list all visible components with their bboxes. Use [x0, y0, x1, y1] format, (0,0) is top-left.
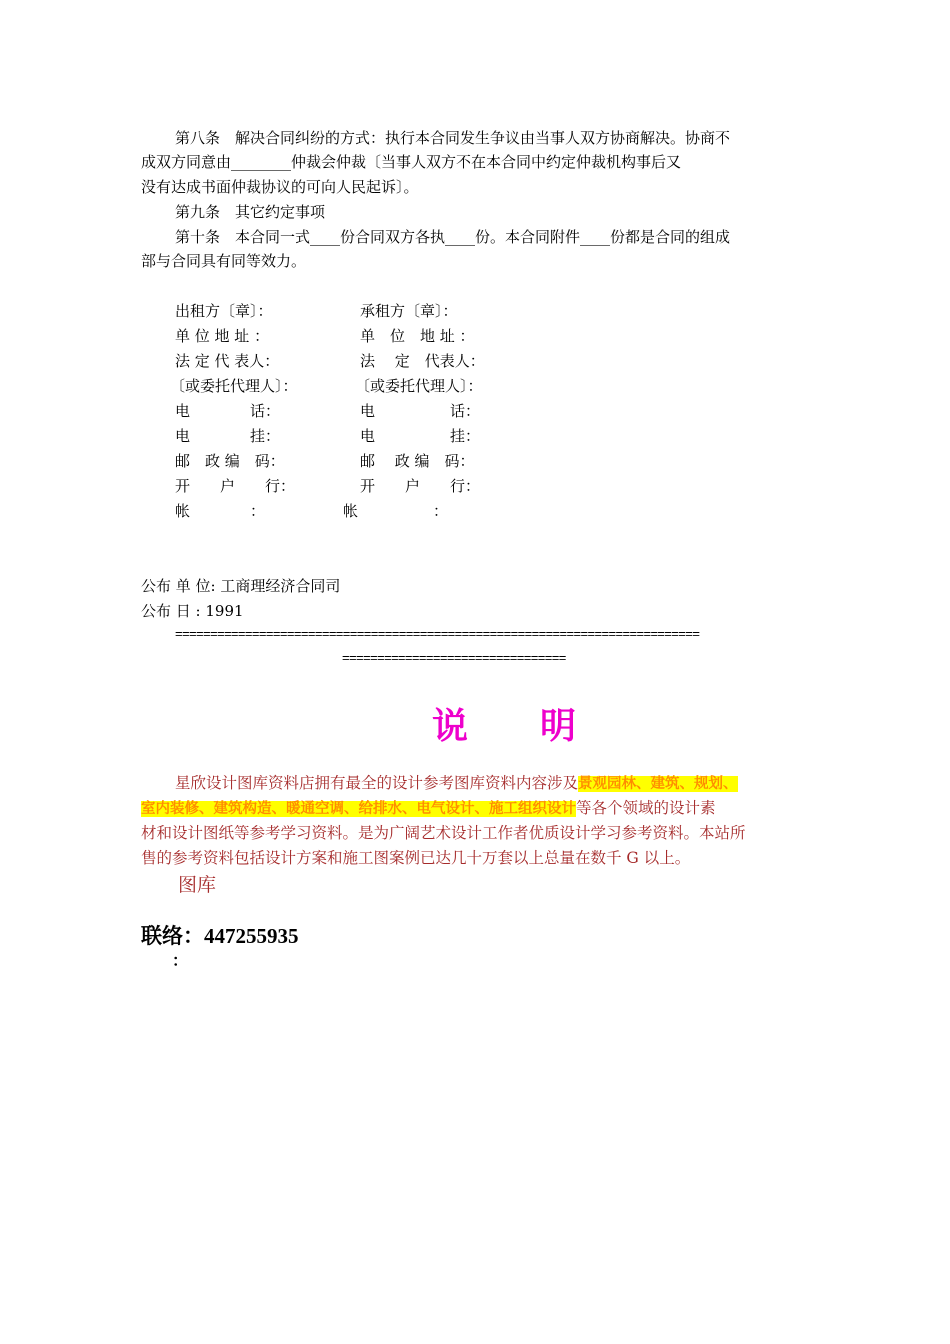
- notice-line-1-text: 星欣设计图库资料店拥有最全的设计参考图库资料内容涉及: [175, 774, 579, 792]
- publish-unit: 公布 单 位: 工商理经济合同司: [141, 577, 341, 595]
- notice-line-4: 售的参考资料包括设计方案和施工图案例已达几十万套以上总量在数千 G 以上。: [141, 849, 691, 867]
- contact-info: 联络：447255935: [141, 924, 299, 948]
- lessee-bank: 开 户 行：: [360, 477, 481, 495]
- gallery-label: 图库: [178, 874, 217, 896]
- article-9: 第九条 其它约定事项: [175, 203, 326, 221]
- lessor-postcode: 邮 政 编 码：: [175, 452, 285, 470]
- publish-date: 公布 日 : 1991: [141, 602, 244, 620]
- lessee-address: 单 位 地 址 ：: [360, 327, 475, 345]
- notice-title: 说 明: [432, 706, 577, 747]
- lessee-postcode: 邮 政 编 码：: [360, 452, 475, 470]
- article-8-line-2: 成双方同意由________仲裁会仲裁〔当事人双方不在本合同中约定仲裁机构事后又: [141, 153, 682, 171]
- lessee-seal: 承租方〔章〕：: [360, 302, 458, 320]
- lessor-agent: 〔或委托代理人〕：: [170, 377, 298, 395]
- article-8-line-3: 没有达成书面仲裁协议的可向人民起诉〕。: [141, 178, 419, 196]
- lessee-agent: 〔或委托代理人〕：: [355, 377, 483, 395]
- lessee-account: 帐 ：: [343, 502, 449, 520]
- separator-line-1: ===========================================================================: [175, 626, 700, 641]
- lessor-seal: 出租方〔章〕：: [175, 302, 273, 320]
- lessee-phone: 电 话：: [360, 402, 481, 420]
- lessor-bank: 开 户 行：: [175, 477, 296, 495]
- lessor-account: 帐 ：: [175, 502, 266, 520]
- notice-line-2: [141, 796, 716, 822]
- notice-line-3: 材和设计图纸等参考学习资料。是为广阔艺术设计工作者优质设计学习参考资料。本站所: [141, 824, 746, 842]
- lessor-legal-rep: 法 定 代 表人：: [175, 352, 280, 370]
- notice-line-1-highlight: 景观园林、建筑、规划、: [578, 776, 738, 792]
- lessor-phone: 电 话：: [175, 402, 281, 420]
- separator-line-2: ================================: [342, 650, 566, 665]
- lessee-telegraph: 电 挂：: [360, 427, 481, 445]
- lessor-telegraph: 电 挂：: [175, 427, 281, 445]
- notice-line-2-text: 等各个领域的设计素: [576, 799, 716, 817]
- article-10-line-2: 部与合同具有同等效力。: [141, 252, 307, 270]
- lessee-legal-rep: 法 定 代表人：: [360, 352, 485, 370]
- notice-line-1: [175, 771, 738, 797]
- article-8-line-1: 第八条 解决合同纠纷的方式：执行本合同发生争议由当事人双方协商解决。协商不: [175, 129, 731, 147]
- lessor-address: 单 位 地 址 ：: [175, 327, 270, 345]
- notice-line-2-highlight: 室内装修、建筑构造、暖通空调、给排水、电气设计、施工组织设计: [141, 801, 576, 817]
- trailing-colon: ：: [172, 951, 189, 970]
- article-10-line-1: 第十条 本合同一式____份合同双方各执____份。本合同附件____份都是合同的组成: [175, 228, 731, 246]
